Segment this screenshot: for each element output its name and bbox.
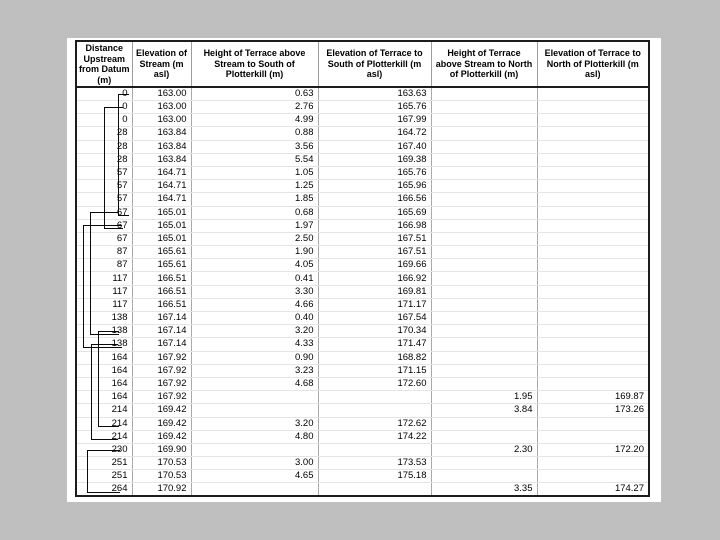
table-row xyxy=(76,219,649,232)
table-cell: 163.84 xyxy=(132,153,191,166)
table-cell: 0.68 xyxy=(191,206,318,219)
table-cell: 169.87 xyxy=(537,391,649,404)
table-cell xyxy=(431,180,537,193)
table-cell: 4.66 xyxy=(191,298,318,311)
table-cell xyxy=(431,206,537,219)
table-cell: 163.00 xyxy=(132,114,191,127)
table-cell xyxy=(537,219,649,232)
table-cell: 251 xyxy=(76,457,132,470)
table-cell xyxy=(431,87,537,101)
table-cell: 0.41 xyxy=(191,272,318,285)
table-cell xyxy=(431,417,537,430)
table-cell: 3.20 xyxy=(191,417,318,430)
table-cell: 230 xyxy=(76,443,132,456)
table-row xyxy=(76,325,649,338)
table-row xyxy=(76,338,649,351)
table-cell xyxy=(431,259,537,272)
table-cell: 169.66 xyxy=(318,259,431,272)
table-cell xyxy=(431,430,537,443)
table-cell xyxy=(191,483,318,497)
table-cell xyxy=(191,443,318,456)
table-cell: 166.51 xyxy=(132,272,191,285)
table-cell xyxy=(431,285,537,298)
table-cell: 175.18 xyxy=(318,470,431,483)
table-cell xyxy=(537,166,649,179)
table-row xyxy=(76,259,649,272)
table-cell: 165.76 xyxy=(318,166,431,179)
table-cell: 4.80 xyxy=(191,430,318,443)
table-row xyxy=(76,364,649,377)
table-row xyxy=(76,232,649,245)
table-cell: 138 xyxy=(76,312,132,325)
table-row xyxy=(76,430,649,443)
table-cell: 87 xyxy=(76,259,132,272)
table-cell: 166.51 xyxy=(132,285,191,298)
table-cell: 5.54 xyxy=(191,153,318,166)
table-cell: 163.00 xyxy=(132,101,191,114)
table-row xyxy=(76,417,649,430)
table-cell: 164.71 xyxy=(132,180,191,193)
table-cell: 28 xyxy=(76,127,132,140)
table-cell: 169.42 xyxy=(132,417,191,430)
table-cell xyxy=(431,338,537,351)
table-cell: 165.61 xyxy=(132,246,191,259)
table-cell xyxy=(318,443,431,456)
table-cell: 1.25 xyxy=(191,180,318,193)
table-header-row xyxy=(76,41,649,87)
column-header-3: Elevation of Terrace to South of Plotterkill (m asl) xyxy=(318,41,431,87)
table-cell: 164.71 xyxy=(132,166,191,179)
table-cell xyxy=(431,325,537,338)
table-cell: 171.15 xyxy=(318,364,431,377)
table-cell: 167.92 xyxy=(132,391,191,404)
table-cell: 67 xyxy=(76,219,132,232)
table-cell: 169.38 xyxy=(318,153,431,166)
table-cell xyxy=(537,285,649,298)
table-cell: 3.35 xyxy=(431,483,537,497)
table-cell xyxy=(537,259,649,272)
table-cell xyxy=(431,272,537,285)
table-cell xyxy=(537,417,649,430)
table-row xyxy=(76,166,649,179)
table-cell: 167.51 xyxy=(318,232,431,245)
table-cell: 164 xyxy=(76,377,132,390)
table-cell xyxy=(537,114,649,127)
table-cell: 117 xyxy=(76,285,132,298)
table-row xyxy=(76,483,649,497)
table-cell: 1.95 xyxy=(431,391,537,404)
table-cell: 168.82 xyxy=(318,351,431,364)
column-header-2: Height of Terrace above Stream to South of Plotterkill (m) xyxy=(191,41,318,87)
table-cell: 4.33 xyxy=(191,338,318,351)
table-cell: 169.90 xyxy=(132,443,191,456)
table-row xyxy=(76,140,649,153)
table-cell: 171.47 xyxy=(318,338,431,351)
table-cell: 167.14 xyxy=(132,338,191,351)
table-cell xyxy=(431,140,537,153)
table-cell: 2.50 xyxy=(191,232,318,245)
column-header-0: Distance Upstream from Datum (m) xyxy=(76,41,132,87)
table-cell xyxy=(431,457,537,470)
column-header-1: Elevation of Stream (m asl) xyxy=(132,41,191,87)
table-cell: 165.76 xyxy=(318,101,431,114)
table-cell xyxy=(431,166,537,179)
table-row xyxy=(76,246,649,259)
table-cell xyxy=(318,404,431,417)
table-body xyxy=(76,87,649,496)
table-cell: 169.42 xyxy=(132,430,191,443)
table-row xyxy=(76,101,649,114)
table-cell: 166.51 xyxy=(132,298,191,311)
table-row xyxy=(76,377,649,390)
table-cell: 167.92 xyxy=(132,351,191,364)
table-cell xyxy=(537,272,649,285)
table-cell xyxy=(431,246,537,259)
table-cell: 1.97 xyxy=(191,219,318,232)
table-cell: 163.84 xyxy=(132,140,191,153)
table-cell: 166.92 xyxy=(318,272,431,285)
table-row xyxy=(76,285,649,298)
table-cell xyxy=(537,430,649,443)
table-cell: 214 xyxy=(76,417,132,430)
table-row xyxy=(76,457,649,470)
table-cell: 3.56 xyxy=(191,140,318,153)
table-cell: 163.84 xyxy=(132,127,191,140)
table-cell: 0.40 xyxy=(191,312,318,325)
table-row xyxy=(76,351,649,364)
table-cell xyxy=(431,312,537,325)
table-cell xyxy=(318,391,431,404)
table-cell xyxy=(537,140,649,153)
table-cell xyxy=(537,246,649,259)
table-row xyxy=(76,87,649,101)
table-cell: 3.23 xyxy=(191,364,318,377)
table-cell: 165.01 xyxy=(132,219,191,232)
table-cell xyxy=(431,127,537,140)
table-cell: 117 xyxy=(76,272,132,285)
table-cell xyxy=(537,312,649,325)
table-cell: 172.60 xyxy=(318,377,431,390)
table-cell: 173.53 xyxy=(318,457,431,470)
table-row xyxy=(76,470,649,483)
table-cell xyxy=(318,483,431,497)
table-cell xyxy=(537,298,649,311)
table-cell: 3.20 xyxy=(191,325,318,338)
table-cell xyxy=(431,470,537,483)
table-cell: 214 xyxy=(76,404,132,417)
table-cell xyxy=(537,351,649,364)
table-cell xyxy=(537,127,649,140)
table-cell xyxy=(537,101,649,114)
table-cell: 0.90 xyxy=(191,351,318,364)
table-row xyxy=(76,114,649,127)
table-cell: 167.92 xyxy=(132,364,191,377)
table-cell xyxy=(537,153,649,166)
table-cell: 1.05 xyxy=(191,166,318,179)
table-cell xyxy=(431,377,537,390)
table-cell: 57 xyxy=(76,193,132,206)
table-row xyxy=(76,312,649,325)
table-cell xyxy=(537,377,649,390)
table-cell: 170.53 xyxy=(132,457,191,470)
table-cell: 167.92 xyxy=(132,377,191,390)
table-row xyxy=(76,153,649,166)
table-cell: 165.61 xyxy=(132,259,191,272)
table-cell: 4.68 xyxy=(191,377,318,390)
table-cell: 170.53 xyxy=(132,470,191,483)
table-cell: 169.42 xyxy=(132,404,191,417)
table-cell: 166.56 xyxy=(318,193,431,206)
table-cell: 0 xyxy=(76,87,132,101)
table-cell xyxy=(431,153,537,166)
table-cell: 171.17 xyxy=(318,298,431,311)
table-cell: 4.05 xyxy=(191,259,318,272)
table-cell: 170.92 xyxy=(132,483,191,497)
table-cell: 0.88 xyxy=(191,127,318,140)
table-cell: 164.72 xyxy=(318,127,431,140)
table-cell: 167.99 xyxy=(318,114,431,127)
table-cell xyxy=(431,298,537,311)
table-row xyxy=(76,193,649,206)
table-cell: 214 xyxy=(76,430,132,443)
table-cell: 165.01 xyxy=(132,206,191,219)
table-cell: 164.71 xyxy=(132,193,191,206)
table-cell xyxy=(537,193,649,206)
table-row xyxy=(76,298,649,311)
table-cell: 165.69 xyxy=(318,206,431,219)
table-cell: 251 xyxy=(76,470,132,483)
table-row xyxy=(76,443,649,456)
table-cell: 138 xyxy=(76,325,132,338)
table-row xyxy=(76,180,649,193)
table-cell xyxy=(537,338,649,351)
table-cell xyxy=(191,404,318,417)
table-cell xyxy=(191,391,318,404)
table-cell: 57 xyxy=(76,166,132,179)
table-row xyxy=(76,127,649,140)
table-cell: 167.14 xyxy=(132,325,191,338)
table-cell: 67 xyxy=(76,232,132,245)
table-cell: 0 xyxy=(76,114,132,127)
table-row xyxy=(76,391,649,404)
table-cell: 167.14 xyxy=(132,312,191,325)
table-cell: 167.51 xyxy=(318,246,431,259)
table-cell: 164 xyxy=(76,364,132,377)
table-cell: 172.62 xyxy=(318,417,431,430)
table-cell: 3.00 xyxy=(191,457,318,470)
table-cell xyxy=(537,457,649,470)
table-cell: 174.27 xyxy=(537,483,649,497)
table-cell: 67 xyxy=(76,206,132,219)
table-cell: 3.30 xyxy=(191,285,318,298)
table-cell xyxy=(431,114,537,127)
table-cell: 169.81 xyxy=(318,285,431,298)
column-header-5: Elevation of Terrace to North of Plotterkill (m asl) xyxy=(537,41,649,87)
table-row xyxy=(76,404,649,417)
table-cell xyxy=(537,206,649,219)
table-cell: 173.26 xyxy=(537,404,649,417)
table-cell xyxy=(537,87,649,101)
table-cell: 165.96 xyxy=(318,180,431,193)
table-cell: 28 xyxy=(76,153,132,166)
table-cell xyxy=(537,232,649,245)
terrace-data-table xyxy=(75,40,650,497)
table-cell: 1.85 xyxy=(191,193,318,206)
table-cell: 3.84 xyxy=(431,404,537,417)
table-cell xyxy=(431,219,537,232)
table-cell xyxy=(537,325,649,338)
table-cell xyxy=(431,364,537,377)
table-cell xyxy=(431,351,537,364)
table-cell: 28 xyxy=(76,140,132,153)
table-cell: 264 xyxy=(76,483,132,497)
table-cell: 1.90 xyxy=(191,246,318,259)
table-cell xyxy=(537,180,649,193)
table-row xyxy=(76,272,649,285)
table-cell: 172.20 xyxy=(537,443,649,456)
table-cell: 164 xyxy=(76,391,132,404)
table-cell: 4.99 xyxy=(191,114,318,127)
table-cell: 117 xyxy=(76,298,132,311)
table-cell: 4.65 xyxy=(191,470,318,483)
table-row xyxy=(76,206,649,219)
table-cell: 174.22 xyxy=(318,430,431,443)
table-cell xyxy=(431,193,537,206)
table-cell: 2.76 xyxy=(191,101,318,114)
table-cell: 0 xyxy=(76,101,132,114)
table-cell xyxy=(537,364,649,377)
table-cell: 170.34 xyxy=(318,325,431,338)
table-cell: 163.00 xyxy=(132,87,191,101)
table-cell: 138 xyxy=(76,338,132,351)
column-header-4: Height of Terrace above Stream to North of Plotterkill (m) xyxy=(431,41,537,87)
table-cell: 87 xyxy=(76,246,132,259)
table-cell xyxy=(431,101,537,114)
table-cell: 167.40 xyxy=(318,140,431,153)
table-cell: 0.63 xyxy=(191,87,318,101)
table-cell: 166.98 xyxy=(318,219,431,232)
table-cell xyxy=(537,470,649,483)
table-cell: 57 xyxy=(76,180,132,193)
table-cell xyxy=(431,232,537,245)
table-cell: 167.54 xyxy=(318,312,431,325)
table-cell: 164 xyxy=(76,351,132,364)
table-cell: 2.30 xyxy=(431,443,537,456)
table-cell: 165.01 xyxy=(132,232,191,245)
table-cell: 163.63 xyxy=(318,87,431,101)
